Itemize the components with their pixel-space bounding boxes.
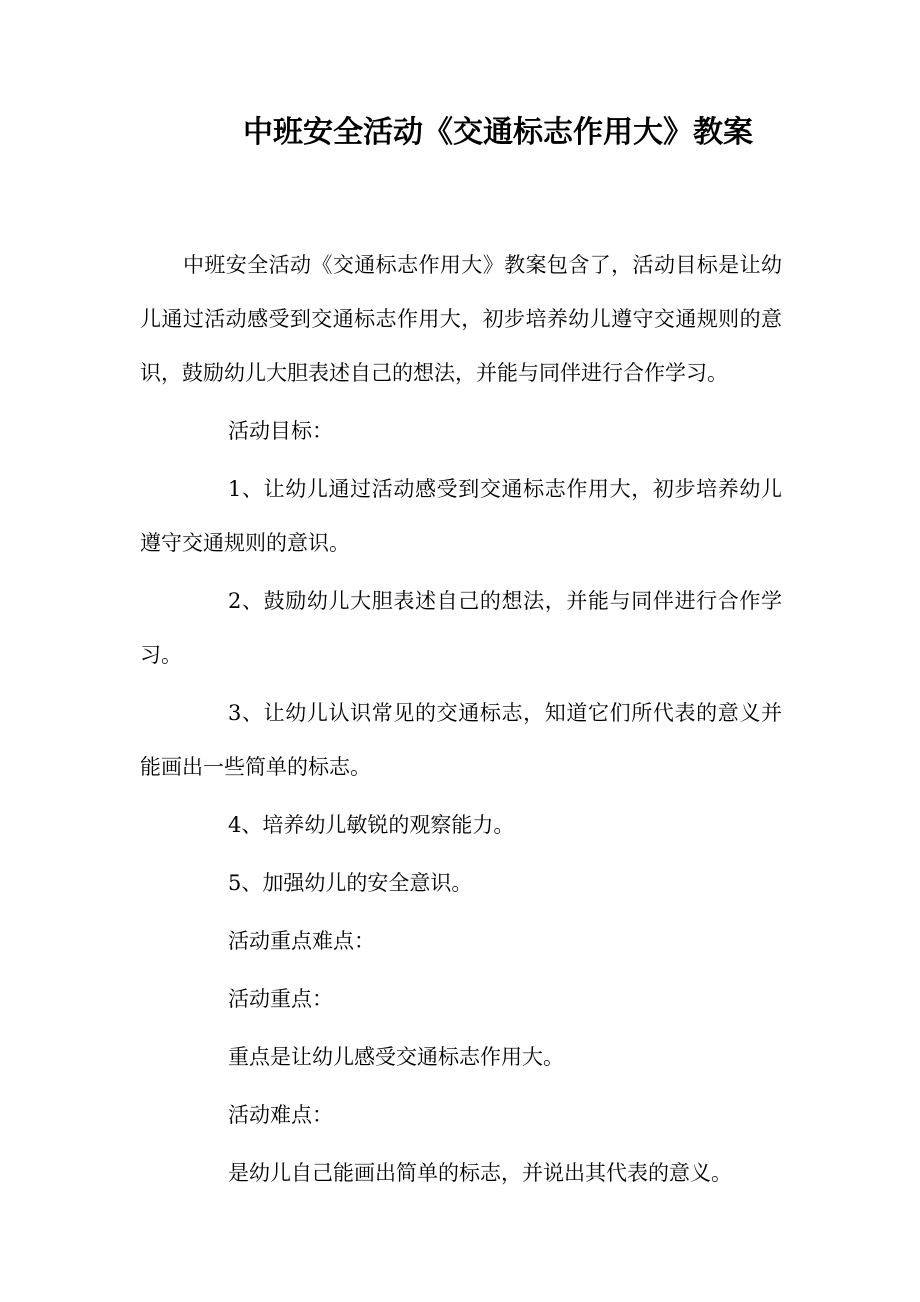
text-line: 2、鼓励幼儿大胆表述自己的想法，并能与同伴进行合作学 bbox=[228, 589, 782, 613]
paragraph bbox=[140, 462, 782, 570]
text-line: 中班安全活动《交通标志作用大》教案包含了，活动目标是让幼 bbox=[183, 253, 782, 277]
paragraph bbox=[140, 856, 782, 910]
paragraph bbox=[140, 1146, 782, 1200]
text-line: 活动重点难点： bbox=[228, 929, 375, 953]
text-line: 儿通过活动感受到交通标志作用大，初步培养幼儿遵守交通规则的意 bbox=[140, 307, 782, 331]
text-line: 习。 bbox=[140, 643, 182, 667]
text-line: 识，鼓励幼儿大胆表述自己的想法，并能与同伴进行合作学习。 bbox=[140, 361, 728, 385]
text-line: 活动难点： bbox=[228, 1103, 333, 1127]
text-line: 1、让幼儿通过活动感受到交通标志作用大，初步培养幼儿 bbox=[228, 477, 782, 501]
paragraph bbox=[140, 1088, 782, 1142]
document-body bbox=[140, 238, 782, 1200]
paragraph bbox=[140, 798, 782, 852]
paragraph bbox=[140, 972, 782, 1026]
text-line: 活动目标： bbox=[228, 419, 333, 443]
paragraph bbox=[140, 1030, 782, 1084]
paragraph bbox=[140, 404, 782, 458]
paragraph bbox=[140, 914, 782, 968]
text-line: 活动重点： bbox=[228, 987, 333, 1011]
text-line: 重点是让幼儿感受交通标志作用大。 bbox=[228, 1045, 564, 1069]
document-title: 中班安全活动《交通标志作用大》教案 bbox=[243, 115, 753, 150]
paragraph bbox=[140, 574, 782, 682]
paragraph bbox=[140, 238, 782, 400]
text-line: 遵守交通规则的意识。 bbox=[140, 531, 350, 555]
text-line: 4、培养幼儿敏锐的观察能力。 bbox=[228, 813, 515, 837]
text-line: 能画出一些简单的标志。 bbox=[140, 755, 371, 779]
text-line: 5、加强幼儿的安全意识。 bbox=[228, 871, 473, 895]
text-line: 是幼儿自己能画出简单的标志，并说出其代表的意义。 bbox=[228, 1161, 732, 1185]
text-line: 3、让幼儿认识常见的交通标志，知道它们所代表的意义并 bbox=[228, 701, 782, 725]
paragraph bbox=[140, 686, 782, 794]
